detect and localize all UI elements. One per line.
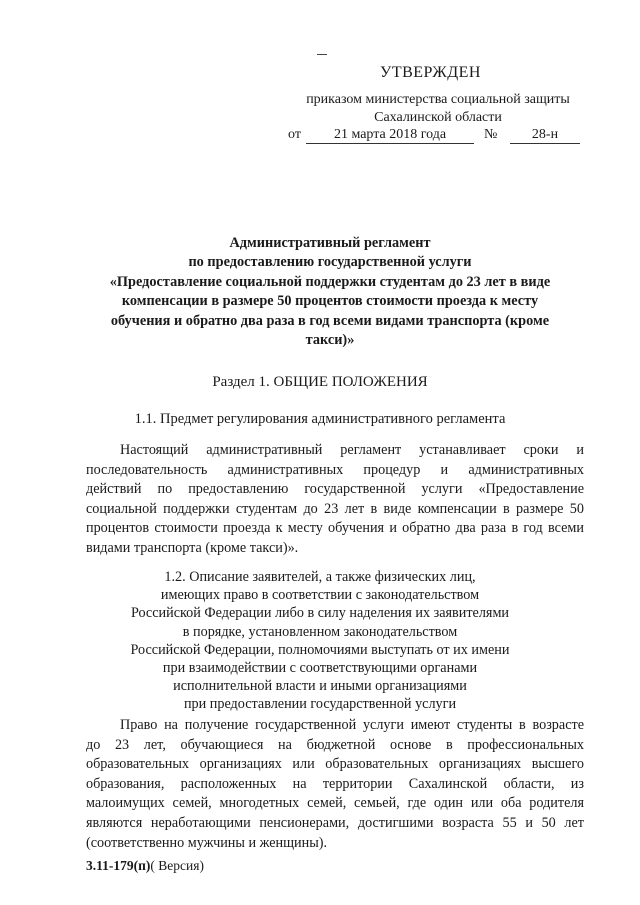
paragraph-line: (соответственно мужчины и женщины). [86,834,328,851]
title-line: обучения и обратно два раза в год всеми видами транспорта (кроме [110,312,550,329]
paragraph-2 [86,716,584,853]
paragraph-line: Право на получение государственной услуги имеют студенты в возрасте [120,717,584,733]
paragraph-line: Настоящий административный регламент устанавливает сроки и [120,442,584,458]
paragraph-line: последовательность административных процедур и административных [86,461,584,478]
subsection-heading-1: 1.1. Предмет регулирования административного регламента [134,411,506,427]
subsection-line: исполнительной власти и иными организациями [173,678,467,695]
subsection-line: Российской Федерации либо в силу наделения их заявителями [130,605,510,622]
title-line: Административный регламент [229,235,431,251]
paragraph-line: видами транспорта (кроме такси)». [86,539,299,556]
title-line: «Предоставление социальной поддержки студентам до 23 лет в виде [109,273,551,290]
paragraph-line: образовательных организациях или образовательных организациях высшего [86,756,584,773]
paragraph-line: являются неработающими пенсионерами, достигшими возраста 55 и 50 лет [86,814,584,831]
approval-number: 28-н [510,127,580,144]
paragraph-line: социальной поддержки студентам до 23 лет в виде компенсации в размере 50 [86,500,584,517]
date-from-label: от [288,127,301,142]
subsection-line: при взаимодействии с соответствующими органами [162,660,478,677]
paragraph-line: действий по предоставлению государственной услуги «Предоставление [86,481,584,498]
subsection-heading-2 [80,568,560,714]
document-version: ( Версия) [150,858,204,873]
approval-date-row [288,127,588,145]
footer-code [86,858,204,874]
title-line: по предоставлению государственной услуги [188,254,472,271]
paragraph-1 [86,441,584,559]
subsection-line: имеющих право в соответствии с законодательством [160,587,480,604]
paragraph-line: образования, расположенных на территории Сахалинской области, из [86,775,584,792]
title-line: такси)» [305,332,355,349]
subsection-line: Российской Федерации, полномочиями выступать от их имени [130,641,510,658]
paragraph-line: процентов стоимости проезда к месту обучения и обратно два раза в год всеми [86,520,584,537]
approval-line-1: приказом министерства социальной защиты [306,92,570,107]
approval-date: 21 марта 2018 года [306,127,474,144]
approval-title: УТВЕРЖДЕН [380,64,481,81]
subsection-line: 1.2. Описание заявителей, а также физических лиц, [164,569,476,585]
title-line: компенсации в размере 50 процентов стоимости проезда к месту [121,293,539,310]
subsection-line: при предоставлении государственной услуги [183,696,457,713]
scan-mark [317,54,327,55]
number-sign: № [484,127,498,142]
subsection-line: в порядке, установленном законодательством [182,623,458,640]
paragraph-line: малоимущих семей, многодетных семей, семьей, где один или оба родителя [86,795,584,812]
paragraph-line: до 23 лет, обучающиеся на бюджетной основе в профессиональных [86,736,584,753]
approval-line-2: Сахалинской области [374,110,502,125]
document-title [60,234,600,350]
section-heading: Раздел 1. ОБЩИЕ ПОЛОЖЕНИЯ [212,374,428,390]
document-code: 3.11-179(п) [86,858,151,873]
